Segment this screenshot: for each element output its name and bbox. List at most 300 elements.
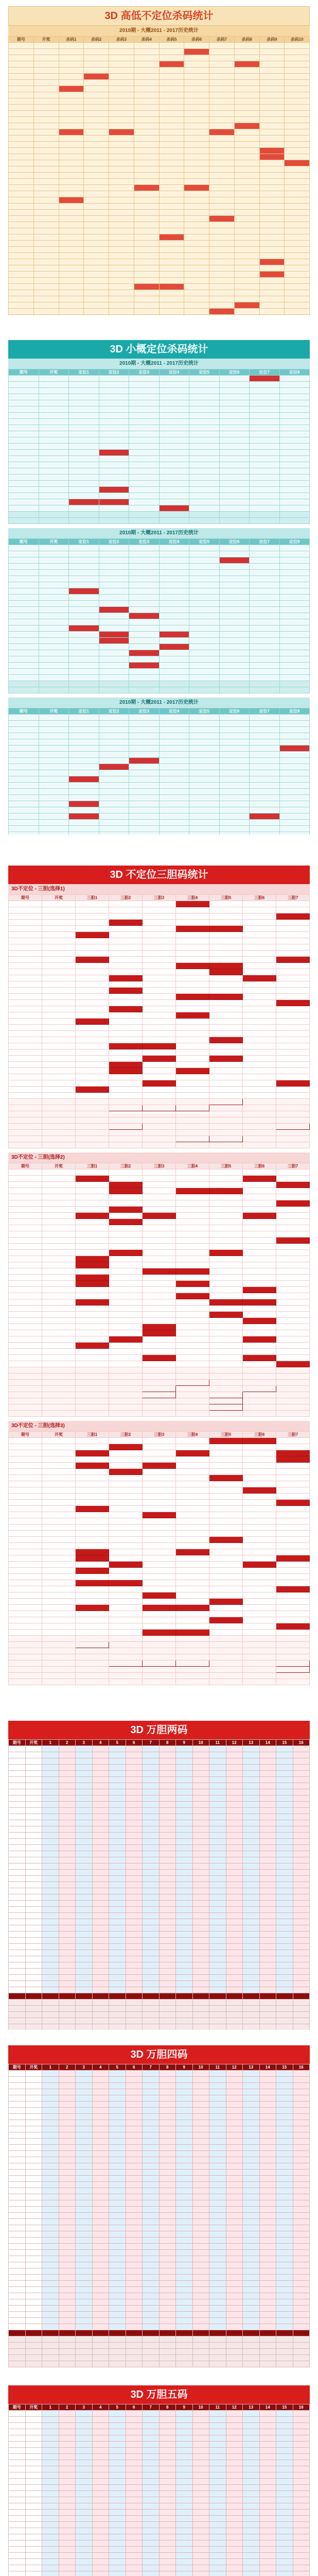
table-cell <box>184 123 209 129</box>
table-cell <box>293 1888 310 1894</box>
dan-table-a <box>8 894 310 1148</box>
table-cell <box>76 1142 109 1148</box>
table-cell <box>39 570 69 576</box>
table-cell <box>189 632 220 638</box>
table-row <box>9 1062 310 1068</box>
table-cell <box>109 2528 126 2534</box>
table-cell <box>9 1336 42 1343</box>
table-cell <box>9 2429 26 2435</box>
dark-header-13: 12 <box>226 2404 243 2411</box>
table-cell <box>143 981 176 988</box>
table-cell <box>92 2510 109 2516</box>
table-row <box>9 1349 310 1355</box>
table-cell <box>69 733 99 739</box>
table-cell <box>143 1312 176 1318</box>
table-cell <box>9 191 34 197</box>
table-cell <box>39 776 69 783</box>
position-table-a <box>8 369 310 524</box>
table-cell <box>42 1207 76 1213</box>
table-cell <box>9 1200 42 1207</box>
table-cell <box>109 2194 126 2200</box>
table-cell <box>209 1913 226 1919</box>
table-cell <box>293 2516 310 2522</box>
table-cell <box>159 1802 176 1808</box>
table-row <box>9 413 310 419</box>
table-cell <box>92 2485 109 2491</box>
table-cell <box>243 920 276 926</box>
table-cell <box>189 715 220 721</box>
table-cell <box>69 512 99 518</box>
table-cell <box>76 2207 93 2213</box>
table-cell <box>9 1318 42 1324</box>
table-cell <box>99 444 129 450</box>
table-cell <box>276 2312 293 2318</box>
table-cell <box>143 2114 160 2120</box>
table-cell <box>176 907 209 913</box>
table-cell <box>9 2182 26 2188</box>
table-cell <box>42 938 76 944</box>
table-cell <box>109 944 143 951</box>
table-cell <box>126 2114 143 2120</box>
table-cell <box>176 1907 193 1913</box>
table-cell <box>243 1975 260 1981</box>
table-cell <box>192 1962 209 1969</box>
table-row <box>9 1605 310 1611</box>
table-cell <box>243 1956 260 1962</box>
table-cell <box>176 1820 193 1826</box>
table-cell <box>9 1888 26 1894</box>
table-cell <box>39 795 69 801</box>
section-small-position-kill <box>8 340 310 835</box>
table-cell <box>42 2102 59 2108</box>
table-cell <box>159 2268 176 2275</box>
table-cell <box>192 1771 209 1777</box>
table-cell <box>25 2170 42 2176</box>
table-cell <box>143 2547 160 2553</box>
table-cell <box>209 1500 243 1506</box>
table-cell <box>9 1981 26 1987</box>
table-cell <box>192 1808 209 1814</box>
table-cell <box>25 1746 42 1752</box>
table-cell <box>84 296 109 302</box>
table-cell <box>42 1398 76 1404</box>
table-cell <box>143 2330 160 2336</box>
table-cell <box>209 2256 226 2262</box>
table-cell <box>209 1068 243 1074</box>
table-cell <box>109 49 134 55</box>
table-cell <box>243 2126 260 2132</box>
table-cell <box>276 2170 293 2176</box>
table-cell <box>92 1870 109 1876</box>
dark-header-8: 7 <box>143 2404 160 2411</box>
table-cell <box>226 2071 243 2077</box>
dan-table-c <box>8 1431 310 1685</box>
table-cell <box>9 1999 26 2006</box>
table-row <box>9 1438 310 1444</box>
table-cell <box>279 394 310 400</box>
table-cell <box>33 86 59 92</box>
table-row <box>9 1975 310 1981</box>
table-cell <box>176 1130 209 1136</box>
table-cell <box>42 1870 59 1876</box>
table-cell <box>226 2170 243 2176</box>
table-cell <box>9 988 42 994</box>
table-cell <box>192 1987 209 1993</box>
table-row <box>9 2120 310 2126</box>
table-cell <box>59 43 84 49</box>
table-row <box>9 2361 310 2367</box>
table-row <box>9 1136 310 1142</box>
table-cell <box>276 932 310 938</box>
table-cell <box>9 2448 26 2454</box>
table-cell <box>259 265 285 272</box>
s2-header-6: 定位5 <box>189 369 220 376</box>
table-cell <box>42 1087 76 1093</box>
table-cell <box>42 1667 76 1673</box>
table-cell <box>250 764 280 770</box>
table-cell <box>76 2485 93 2491</box>
table-cell <box>243 1330 276 1336</box>
table-cell <box>276 1142 310 1148</box>
table-cell <box>259 2547 276 2553</box>
table-cell <box>209 1882 226 1888</box>
table-cell <box>134 111 159 117</box>
table-cell <box>279 481 310 487</box>
table-cell <box>192 2497 209 2503</box>
table-cell <box>42 1080 76 1087</box>
table-cell <box>226 1845 243 1851</box>
table-cell <box>9 74 34 80</box>
table-cell <box>92 2262 109 2268</box>
table-cell <box>219 632 250 638</box>
table-cell <box>126 1944 143 1950</box>
table-cell <box>76 1962 93 1969</box>
table-cell <box>176 1111 209 1117</box>
table-cell <box>209 210 235 216</box>
table-cell <box>99 382 129 388</box>
table-cell <box>192 1845 209 1851</box>
table-cell <box>59 1894 76 1901</box>
table-cell <box>209 1037 243 1043</box>
table-cell <box>109 1901 126 1907</box>
table-cell <box>209 2219 226 2225</box>
table-cell <box>226 1826 243 1833</box>
table-cell <box>243 1299 276 1306</box>
table-row <box>9 2299 310 2306</box>
table-cell <box>126 1746 143 1752</box>
table-cell <box>92 1795 109 1802</box>
table-cell <box>159 111 184 117</box>
table-cell <box>184 179 209 185</box>
table-row <box>9 601 310 607</box>
table-cell <box>243 2491 260 2497</box>
table-cell <box>176 2207 193 2213</box>
table-row <box>9 1931 310 1938</box>
table-cell <box>276 2454 293 2460</box>
table-cell <box>159 656 189 663</box>
table-cell <box>276 2466 293 2472</box>
table-cell <box>25 2516 42 2522</box>
table-cell <box>259 191 285 197</box>
table-cell <box>9 86 34 92</box>
table-cell <box>276 2275 293 2281</box>
table-cell <box>276 1789 293 1795</box>
table-cell <box>109 123 134 129</box>
table-cell <box>259 1783 276 1789</box>
table-cell <box>285 98 310 105</box>
table-cell <box>176 1200 209 1207</box>
table-cell <box>76 2306 93 2312</box>
table-cell <box>234 55 259 61</box>
table-cell <box>129 601 160 607</box>
table-cell <box>192 1907 209 1913</box>
table-cell <box>9 1444 42 1450</box>
table-cell <box>129 505 160 512</box>
table-cell <box>159 1950 176 1956</box>
table-cell <box>243 1000 276 1006</box>
table-row <box>9 376 310 382</box>
s2-header-6: 定位5 <box>189 708 220 715</box>
table-cell <box>59 2516 76 2522</box>
table-cell <box>276 2479 293 2485</box>
table-cell <box>9 1238 42 1244</box>
table-cell <box>143 1438 176 1444</box>
table-cell <box>129 733 160 739</box>
table-cell <box>159 758 189 764</box>
table-cell <box>209 2089 226 2095</box>
table-cell <box>76 1487 109 1494</box>
table-cell <box>9 431 39 437</box>
table-cell <box>92 2151 109 2157</box>
table-cell <box>234 197 259 204</box>
table-cell <box>76 1481 109 1487</box>
table-row <box>9 669 310 675</box>
table-cell <box>226 2534 243 2540</box>
table-cell <box>159 801 189 807</box>
table-cell <box>226 2157 243 2163</box>
table-cell <box>109 1000 143 1006</box>
table-cell <box>259 1969 276 1975</box>
table-cell <box>276 2324 293 2330</box>
table-cell <box>76 1506 109 1512</box>
table-cell <box>209 1456 243 1463</box>
table-cell <box>192 1839 209 1845</box>
table-cell <box>109 1642 143 1648</box>
table-cell <box>129 758 160 764</box>
table-cell <box>33 315 59 316</box>
table-cell <box>76 1299 109 1306</box>
table-cell <box>99 814 129 820</box>
table-cell <box>209 1981 226 1987</box>
table-cell <box>279 675 310 681</box>
table-cell <box>259 259 285 265</box>
table-cell <box>159 2071 176 2077</box>
table-cell <box>276 2095 293 2102</box>
table-cell <box>143 932 176 938</box>
table-cell <box>84 173 109 179</box>
table-cell <box>209 1568 243 1574</box>
wan-dan-table <box>8 2064 310 2367</box>
table-cell <box>250 789 280 795</box>
table-cell <box>39 588 69 595</box>
table-cell <box>279 576 310 582</box>
table-cell <box>159 2312 176 2318</box>
table-cell <box>279 406 310 413</box>
table-cell <box>9 981 42 988</box>
table-cell <box>276 1599 310 1605</box>
table-row <box>9 2472 310 2479</box>
table-cell <box>250 727 280 733</box>
table-cell <box>243 1170 276 1176</box>
table-cell <box>276 2287 293 2293</box>
table-cell <box>39 444 69 450</box>
table-cell <box>42 1654 76 1660</box>
table-cell <box>76 2256 93 2262</box>
s2-header-8: 定位7 <box>250 369 280 376</box>
table-cell <box>243 1605 276 1611</box>
table-cell <box>176 1105 209 1111</box>
table-cell <box>159 1851 176 1857</box>
table-cell <box>276 2547 293 2553</box>
table-cell <box>9 1087 42 1093</box>
table-cell <box>109 2219 126 2225</box>
table-cell <box>143 1074 176 1080</box>
table-cell <box>259 2145 276 2151</box>
table-cell <box>189 400 220 406</box>
table-row <box>9 92 310 98</box>
table-row <box>9 957 310 963</box>
table-cell <box>293 2219 310 2225</box>
table-cell <box>243 1944 260 1950</box>
table-cell <box>176 926 209 932</box>
table-cell <box>109 1188 143 1194</box>
table-cell <box>279 557 310 564</box>
dark-header-12: 11 <box>209 2404 226 2411</box>
table-cell <box>143 1562 176 1568</box>
table-cell <box>9 1777 26 1783</box>
table-cell <box>176 2312 193 2318</box>
table-cell <box>42 1679 76 1685</box>
table-cell <box>226 2281 243 2287</box>
table-cell <box>134 302 159 309</box>
table-cell <box>9 419 39 425</box>
table-row <box>9 2553 310 2559</box>
table-cell <box>9 1531 42 1537</box>
table-cell <box>126 1826 143 1833</box>
table-cell <box>76 2225 93 2231</box>
table-cell <box>9 98 34 105</box>
table-cell <box>76 1808 93 1814</box>
s2-header-4: 定位3 <box>129 708 160 715</box>
table-cell <box>226 2435 243 2442</box>
table-cell <box>84 92 109 98</box>
table-cell <box>69 474 99 481</box>
table-cell <box>219 607 250 613</box>
table-cell <box>189 625 220 632</box>
table-cell <box>109 1814 126 1820</box>
table-cell <box>276 2132 293 2139</box>
dark-header-2: 1 <box>42 1740 59 1746</box>
table-cell <box>143 969 176 975</box>
table-cell <box>76 1789 93 1795</box>
table-cell <box>9 1194 42 1200</box>
table-cell <box>209 290 235 296</box>
table-cell <box>42 1117 76 1124</box>
table-cell <box>219 588 250 595</box>
table-cell <box>279 431 310 437</box>
table-cell <box>42 2071 59 2077</box>
table-cell <box>209 2170 226 2176</box>
table-cell <box>92 2343 109 2349</box>
table-cell <box>159 2411 176 2417</box>
table-cell <box>92 2528 109 2534</box>
table-cell <box>276 1049 310 1056</box>
table-cell <box>9 1660 42 1667</box>
table-cell <box>69 551 99 557</box>
table-cell <box>226 2336 243 2343</box>
table-cell <box>250 431 280 437</box>
table-cell <box>92 1931 109 1938</box>
table-cell <box>176 1913 193 1919</box>
table-cell <box>69 413 99 419</box>
table-cell <box>143 2102 160 2108</box>
table-cell <box>143 1475 176 1481</box>
table-cell <box>243 2163 260 2170</box>
table-cell <box>276 1056 310 1062</box>
table-cell <box>129 481 160 487</box>
table-cell <box>176 1777 193 1783</box>
table-cell <box>42 1225 76 1231</box>
table-cell <box>209 284 235 290</box>
table-cell <box>159 1931 176 1938</box>
table-cell <box>243 1654 276 1660</box>
s2-header-0: 期号 <box>9 369 39 376</box>
table-cell <box>219 783 250 789</box>
table-cell <box>192 1969 209 1975</box>
table-cell <box>109 1074 143 1080</box>
table-cell <box>69 431 99 437</box>
table-cell <box>259 2510 276 2516</box>
table-cell <box>143 1213 176 1219</box>
table-cell <box>33 228 59 234</box>
table-cell <box>189 807 220 814</box>
table-cell <box>99 795 129 801</box>
table-cell <box>276 2024 293 2030</box>
dark-header-14: 13 <box>243 2404 260 2411</box>
table-cell <box>226 1752 243 1758</box>
table-row <box>9 456 310 462</box>
table-cell <box>143 1537 176 1543</box>
table-cell <box>76 1512 109 1518</box>
table-cell <box>59 2126 76 2132</box>
table-row <box>9 1833 310 1839</box>
table-cell <box>250 669 280 675</box>
table-cell <box>219 832 250 835</box>
table-cell <box>25 2132 42 2139</box>
table-cell <box>226 2182 243 2188</box>
table-cell <box>84 148 109 154</box>
table-cell <box>42 1019 76 1025</box>
table-cell <box>159 576 189 582</box>
table-cell <box>293 2442 310 2448</box>
table-cell <box>9 1463 42 1469</box>
table-cell <box>159 1833 176 1839</box>
table-cell <box>226 2024 243 2030</box>
table-row <box>9 1475 310 1481</box>
table-cell <box>209 1000 243 1006</box>
table-cell <box>42 2006 59 2012</box>
table-cell <box>76 2336 93 2343</box>
